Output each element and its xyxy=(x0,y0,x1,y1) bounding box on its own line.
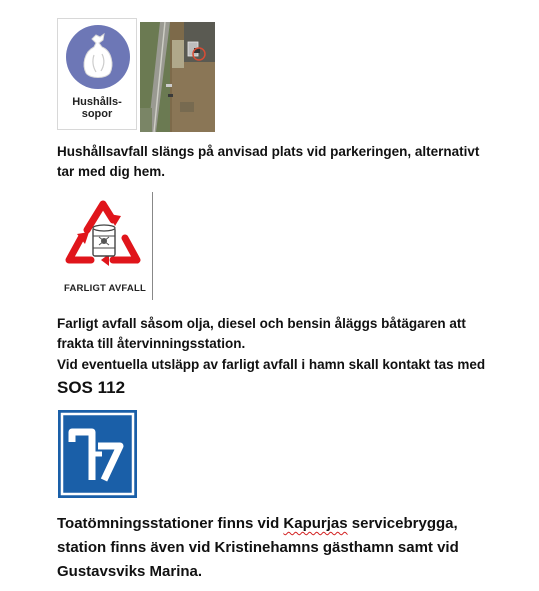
sos-number: SOS 112 xyxy=(57,378,126,397)
recycle-arrows-icon xyxy=(57,192,152,282)
garbage-bag-icon xyxy=(66,25,130,89)
aerial-map-image xyxy=(140,22,215,132)
spellcheck-word[interactable]: Kapurjas xyxy=(283,515,348,532)
hazardous-waste-label: FARLIGT AVFALL xyxy=(64,283,146,294)
toilet-text-line-1 xyxy=(57,512,527,536)
toilet-emptying-sign-icon xyxy=(58,410,137,498)
household-waste-circle xyxy=(66,25,130,89)
toilet-text-post: servicebrygga, xyxy=(347,515,458,532)
toilet-text-line-2: station finns även vid Kristinehamns gästhamn samt vid xyxy=(57,539,459,556)
hazardous-waste-text: Farligt avfall såsom olja, diesel och bensin åläggs båtägaren att frakta till återvinningsstation. xyxy=(57,316,466,351)
toilet-text-line-3: Gustavsviks Marina. xyxy=(57,563,203,580)
household-waste-label: Hushålls- sopor xyxy=(72,96,122,120)
toilet-emptying-text xyxy=(57,512,527,584)
household-waste-text: Hushållsavfall slängs på anvisad plats vid parkeringen, alternativt tar med dig hem. xyxy=(57,144,480,179)
barrel-icon xyxy=(93,225,115,256)
toilet-text-pre: Toatömningsstationer finns vid xyxy=(57,515,284,532)
spill-contact-text: Vid eventuella utsläpp av farligt avfall i hamn skall kontakt tas med xyxy=(57,357,486,372)
hazardous-waste-icon xyxy=(57,192,153,302)
household-waste-icon xyxy=(57,18,137,130)
